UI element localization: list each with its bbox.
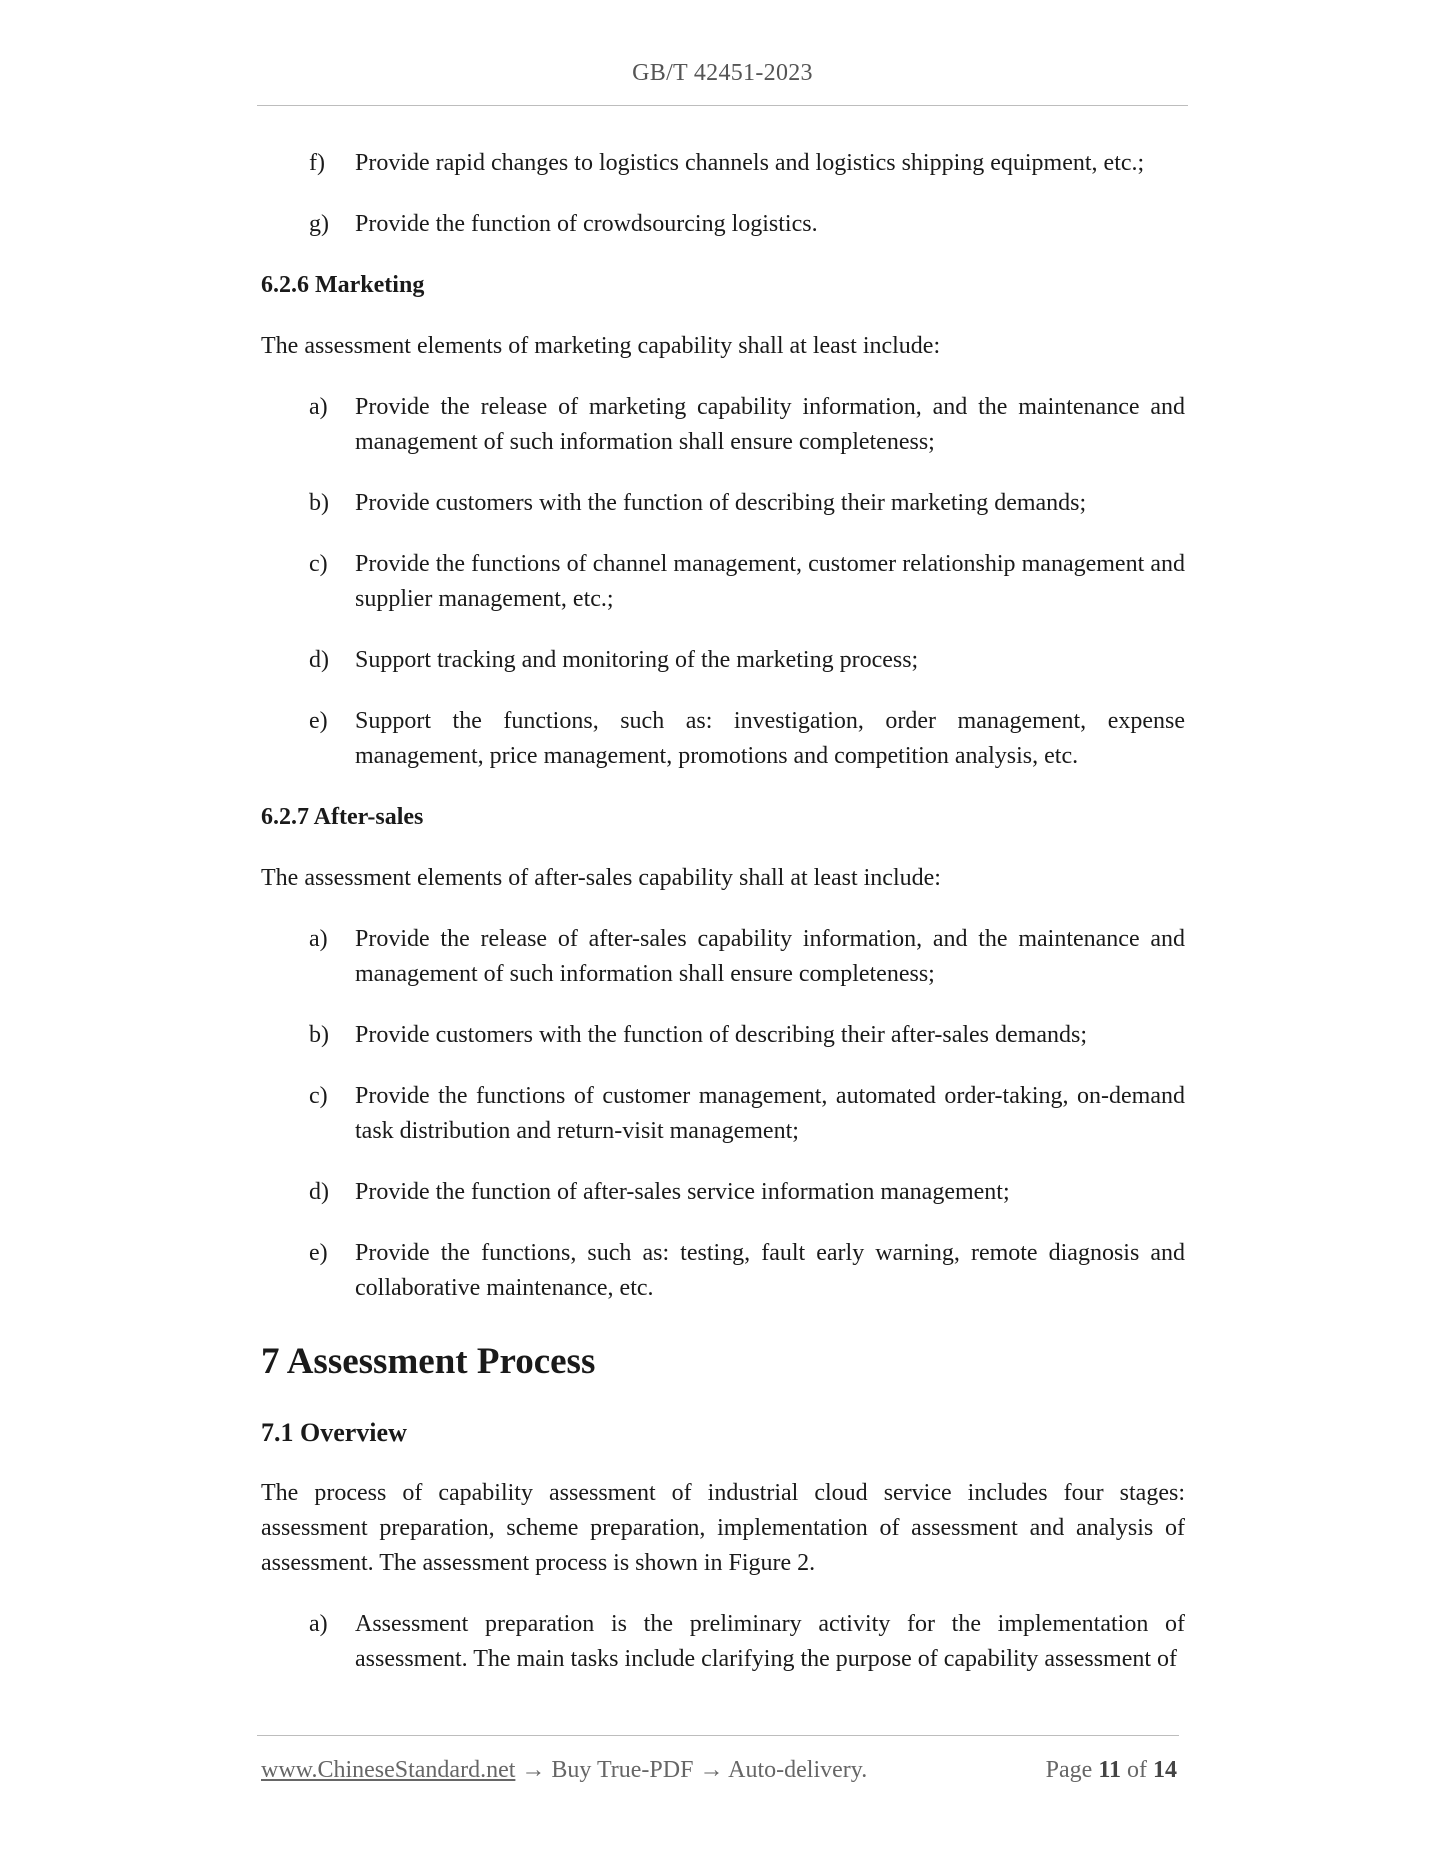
list-item-text: Assessment preparation is the preliminary activity for the implementation of assessment. The main tasks include clarifying the purpose of capability assessment of [355,1611,1185,1672]
list-item-label: a) [309,1611,328,1637]
list-item-text: Provide the functions of channel management, customer relationship management and supplier management, etc.; [355,551,1185,612]
page-word: Page [1045,1757,1093,1783]
section-heading-after-sales: 6.2.7 After-sales [261,804,424,830]
page-indicator [1046,1757,1177,1784]
list-item-label: c) [309,1083,328,1109]
list-item [261,704,1185,774]
list-item-label: g) [309,211,329,237]
list-item-label: c) [309,551,328,577]
website-link[interactable]: www.ChineseStandard.net [261,1757,516,1783]
list-item-label: d) [309,647,329,673]
arrow-right-icon: → [521,1757,546,1783]
list-item [261,1079,1185,1149]
list-item [261,922,1185,992]
list-item-label: a) [309,394,328,420]
footer-divider [257,1735,1179,1736]
list-item-label: d) [309,1179,329,1205]
arrow-right-icon: → [699,1757,724,1783]
list-item-label: b) [309,490,329,516]
list-item-text: Provide the function of after-sales service information management; [355,1179,1010,1205]
chapter-heading-assessment-process: 7 Assessment Process [261,1341,596,1382]
buy-pdf-text: Buy True-PDF [551,1757,694,1783]
page-current: 11 [1098,1757,1121,1783]
document-body [261,146,1185,1703]
list-item [261,643,1185,678]
list-item-label: b) [309,1022,329,1048]
list-item-text: Provide rapid changes to logistics channels and logistics shipping equipment, etc.; [355,150,1145,176]
list-item-text: Provide customers with the function of describing their marketing demands; [355,490,1087,516]
list-item [261,146,1185,181]
list-item-label: a) [309,926,328,952]
list-item [261,1175,1185,1210]
list-item-text: Provide the functions of customer management, automated order-taking, on-demand task distribution and return-visit management; [355,1083,1185,1144]
header-divider [257,105,1188,106]
list-item-text: Support tracking and monitoring of the marketing process; [355,647,919,673]
list-item-label: e) [309,1240,328,1266]
list-item [261,207,1185,242]
list-item-label: f) [309,150,325,176]
page-total: 14 [1153,1757,1177,1783]
auto-delivery-text: Auto-delivery. [728,1757,868,1783]
overview-paragraph: The process of capability assessment of industrial cloud service includes four stages: assessment preparation, scheme preparation, implementation of assessment and analysis of assessment. The assessment process is shown in Figure 2. [261,1480,1185,1576]
list-item-label: e) [309,708,328,734]
after-sales-intro: The assessment elements of after-sales capability shall at least include: [261,865,941,891]
list-item-text: Support the functions, such as: investigation, order management, expense management, price management, promotions and competition analysis, etc. [355,708,1185,769]
list-item-text: Provide the release of after-sales capability information, and the maintenance and management of such information shall ensure completeness; [355,926,1185,987]
of-word: of [1127,1757,1147,1783]
footer-promo [261,1757,867,1784]
list-item [261,547,1185,617]
marketing-intro: The assessment elements of marketing capability shall at least include: [261,333,941,359]
list-item-text: Provide the release of marketing capability information, and the maintenance and management of such information shall ensure completeness; [355,394,1185,455]
list-item [261,486,1185,521]
list-item-text: Provide the functions, such as: testing, fault early warning, remote diagnosis and collaborative maintenance, etc. [355,1240,1185,1301]
list-item [261,1018,1185,1053]
list-item [261,390,1185,460]
list-item [261,1607,1185,1677]
section-heading-marketing: 6.2.6 Marketing [261,272,425,298]
document-number-header: GB/T 42451-2023 [632,60,813,86]
section-heading-overview: 7.1 Overview [261,1418,407,1447]
list-item-text: Provide the function of crowdsourcing logistics. [355,211,818,237]
list-item-text: Provide customers with the function of describing their after-sales demands; [355,1022,1087,1048]
list-item [261,1236,1185,1306]
